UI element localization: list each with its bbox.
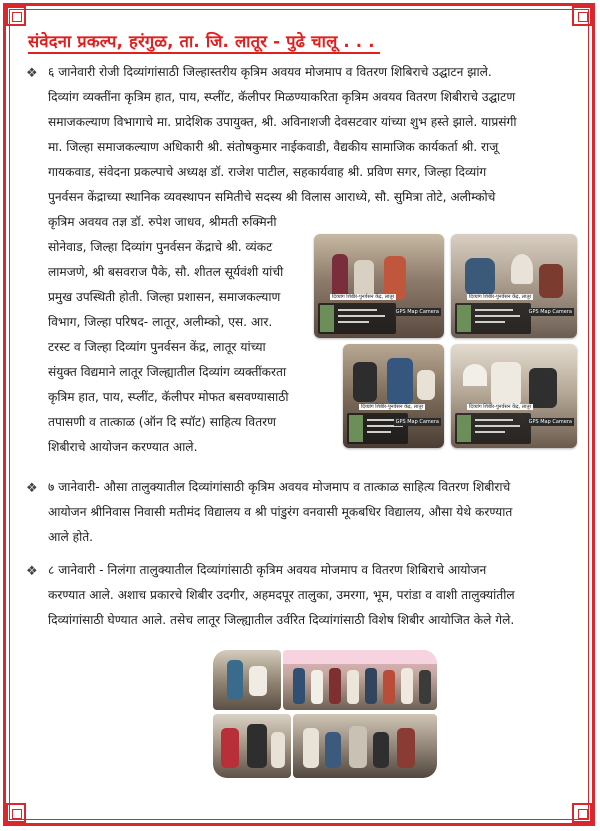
text-line: करण्यात आले. अशाच प्रकारचे शिबीर उदगीर, अहमदपूर तालुका, उमरगा, भूम, परांडा व वाशी तालुक्यांतील [48, 588, 515, 602]
event-photo [343, 344, 444, 448]
paragraph-jan-7 [48, 475, 512, 550]
page-title: संवेदना प्रकल्प, हरंगुळ, ता. जि. लातूर - पुढे चालू . . . [28, 32, 375, 51]
text-line: ६ जानेवारी रोजी दिव्यांगांसाठी जिल्हास्तरीय कृत्रिम अवयव मोजमाप व वितरण शिबिराचे उद्घाटन झाले. [48, 65, 492, 79]
event-photo [451, 234, 577, 338]
text-line: शिबीराचे आयोजन करण्यात आले. [48, 440, 198, 454]
text-line: मा. जिल्हा समाजकल्याण अधिकारी श्री. संतोषकुमार नाईकवाडी, वैद्यकीय सामाजिक कार्यकर्ता श्री. राजू [48, 140, 499, 154]
text-line: पुनर्वसन केंद्राच्या स्थानिक व्यवस्थापन समितीचे सदस्य श्री विलास आराध्ये, सौ. सुमित्रा तोटे, अलीम्कोचे [48, 190, 496, 204]
paragraph-jan-6 [48, 60, 517, 460]
text-line: संयुक्त विद्यमाने लातूर जिल्ह्यातील दिव्यांग व्यक्तींकरता [48, 365, 287, 379]
geotag-overlay [455, 293, 532, 334]
text-line: आले होते. [48, 530, 94, 544]
gps-badge: GPS Map Camera [528, 309, 572, 315]
bullet-icon: ❖ [26, 564, 38, 579]
title-underline [28, 52, 380, 54]
text-line: आयोजन श्रीनिवास निवासी मतीमंद विद्यालय व श्री पांडुरंग वनवासी मूकबधिर विद्यालय, औसा येथे करण्यात [48, 505, 513, 519]
bullet-icon: ❖ [26, 481, 38, 496]
text-line: सोनेवाड, जिल्हा दिव्यांग पुनर्वसन केंद्राचे श्री. व्यंकट [48, 240, 273, 254]
text-line: दिव्यांग व्यक्तींना कृत्रिम हात, पाय, स्प्लींट, कॅलीपर मिळण्याकरिता कृत्रिम अवयव वितरण शिबीराचे उद्घाटण [48, 90, 516, 104]
paragraph-jan-8 [48, 558, 515, 633]
collage-photo [213, 650, 281, 710]
text-line: कृत्रिम अवयव तज्ञ डॉ. रुपेश जाधव, श्रीमती रुक्मिनी [48, 215, 277, 229]
bullet-icon: ❖ [26, 66, 38, 81]
collage-photo [293, 714, 437, 778]
text-line: गायकवाड, संवेदना प्रकल्पाचे अध्यक्ष डॉ. राजेश पाटील, सहकार्यवाह श्री. प्रविण सगर, जिल्हा दिव्यांग [48, 165, 487, 179]
text-line: कृत्रिम हात, पाय, स्प्लींट, कॅलीपर मोफत बसवण्यासाठी [48, 390, 289, 404]
gps-badge: GPS Map Camera [395, 309, 439, 315]
collage-photo [213, 714, 291, 778]
text-line: ८ जानेवारी - निलंगा तालुक्यातील दिव्यांगांसाठी कृत्रिम अवयव मोजमाप व वितरण शिबिराचे आयोजन [48, 563, 487, 577]
event-photo [314, 234, 444, 338]
gps-badge: GPS Map Camera [395, 419, 439, 425]
event-photo [451, 344, 577, 448]
text-line: प्रमुख उपस्थिती होती. जिल्हा प्रशासन, समाजकल्याण [48, 290, 281, 304]
text-line: दिव्यांगांसाठी घेण्यात आले. तसेच लातूर जिल्ह्यातील उर्वरित दिव्यांगांसाठी विशेष शिबीर आयोजित केले गेले. [48, 613, 515, 627]
photo-caption: दिव्यांग शिबीर-पुनर्वसन केंद्र, लातूर [361, 403, 424, 410]
text-line: तपासणी व तात्काळ (ऑन दि स्पॉट) साहित्य वितरण [48, 415, 276, 429]
geotag-overlay [318, 293, 396, 334]
photo-collage [213, 650, 437, 778]
text-line: विभाग, जिल्हा परिषद- लातूर, अलीम्को, एस. आर. [48, 315, 273, 329]
gps-badge: GPS Map Camera [528, 419, 572, 425]
photo-caption: दिव्यांग शिबीर-पुनर्वसन केंद्र, लातूर [332, 293, 395, 300]
photo-caption: दिव्यांग शिबीर-पुनर्वसन केंद्र, लातूर [469, 293, 532, 300]
text-line: ७ जानेवारी- औसा तालुक्यातील दिव्यांगांसाठी कृत्रिम अवयव मोजमाप व तात्काळ साहित्य वितरण शिबीराचे [48, 480, 511, 494]
collage-photo [283, 650, 437, 710]
geotag-overlay [455, 403, 532, 444]
text-line: समाजकल्याण विभागाचे मा. प्रादेशिक उपायुक्त, श्री. अविनाशजी देवसटवार यांच्या शुभ हस्ते झाले. याप्रसंगी [48, 115, 517, 129]
photo-caption: दिव्यांग शिबीर-पुनर्वसन केंद्र, लातूर [469, 403, 532, 410]
text-line: लामजणे, श्री बसवराज पैके, सौ. शीतल सूर्यवंशी यांची [48, 265, 284, 279]
text-line: टरस्ट व जिल्हा दिव्यांग पुनर्वसन केंद्र, लातूर यांच्या [48, 340, 266, 354]
